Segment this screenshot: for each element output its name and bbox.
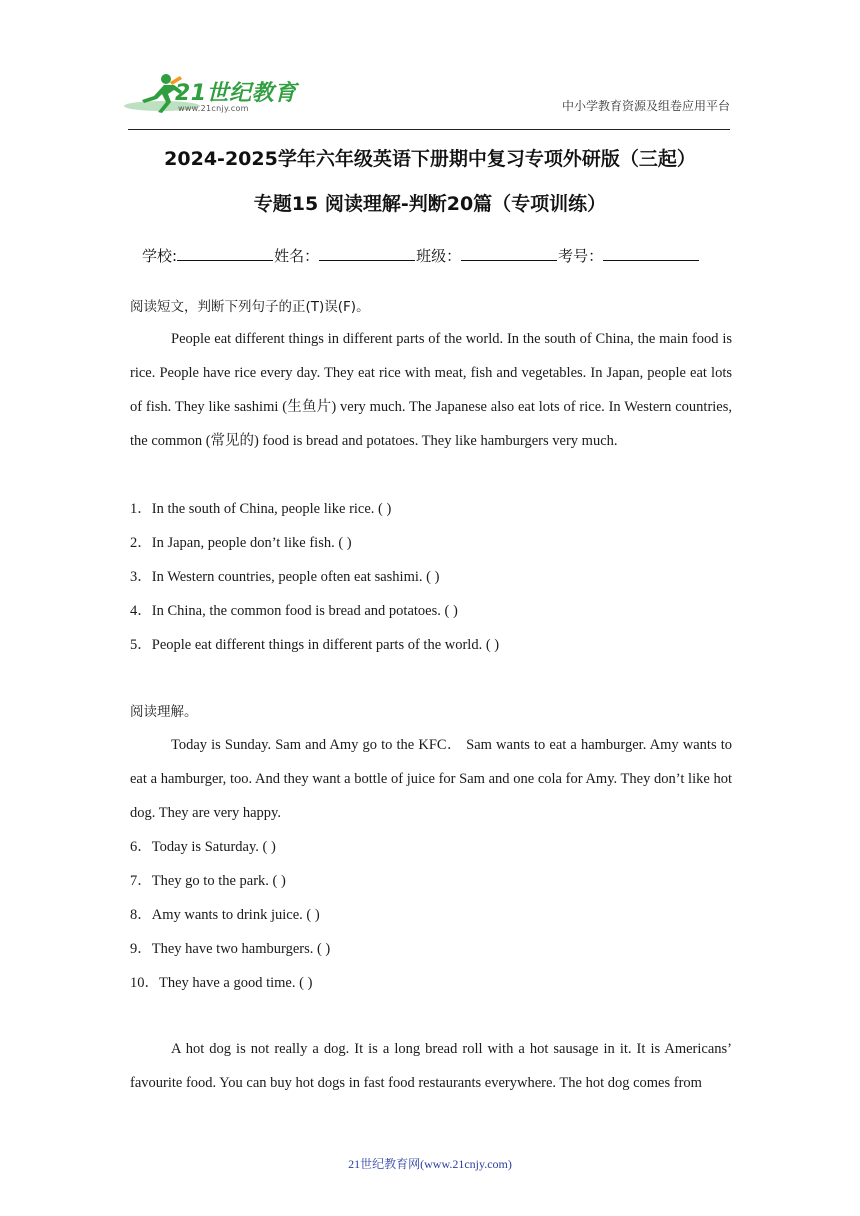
section1-passage (130, 322, 732, 458)
section2-passage (130, 728, 732, 830)
section1-instruction: 阅读短文，判断下列句子的正(T)误(F)。 (130, 299, 370, 315)
school-blank[interactable] (177, 246, 273, 261)
document-subtitle: 专题15 阅读理解-判断20篇（专项训练） (253, 193, 607, 215)
header-divider (128, 129, 730, 130)
passage-text: Today is Sunday. Sam and Amy go to the KFC． Sam wants to eat a hamburger. Amy wants to eat a hamburger, too. And they want a bottle of juice for Sam and one cola for Amy. They don’t like hot dog. They are very happy. (130, 737, 732, 821)
question-5: 5．People eat different things in different parts of the world. ( ) (130, 637, 500, 653)
question-1: 1．In the south of China, people like rice. ( ) (130, 501, 392, 517)
student-info-fields (142, 245, 700, 266)
name-label: 姓名： (274, 247, 320, 265)
question-2: 2．In Japan, people don’t like fish. ( ) (130, 535, 352, 551)
section3-passage (130, 1032, 732, 1100)
question-7: 7．They go to the park. ( ) (130, 873, 286, 889)
question-3: 3．In Western countries, people often eat sashimi. ( ) (130, 569, 440, 585)
question-6: 6．Today is Saturday. ( ) (130, 839, 276, 855)
section2-instruction: 阅读理解。 (130, 704, 198, 720)
class-label: 班级： (416, 247, 462, 265)
logo-url: www.21cnjy.com (178, 104, 249, 113)
number-blank[interactable] (603, 246, 699, 261)
logo-text: 21世纪教育 (175, 81, 297, 106)
page-footer: 21世纪教育网(www.21cnjy.com) (348, 1157, 512, 1171)
document-title: 2024-2025学年六年级英语下册期中复习专项外研版（三起） (164, 148, 696, 170)
name-blank[interactable] (319, 246, 415, 261)
passage-text: People eat different things in different parts of the world. In the south of China, the main food is rice. People have rice every day. They eat rice with meat, fish and vegetables. In Japan, people eat lots of fish. They like sashimi (生鱼片) very much. The Japanese also eat lots of rice. In Western countries, the common (常见的) food is bread and potatoes. They like hamburgers very much. (130, 331, 732, 449)
question-9: 9．They have two hamburgers. ( ) (130, 941, 331, 957)
platform-name: 中小学教育资源及组卷应用平台 (561, 99, 730, 113)
class-blank[interactable] (461, 246, 557, 261)
passage-text: A hot dog is not really a dog. It is a long bread roll with a hot sausage in it. It is Americans’ favourite food. You can buy hot dogs in fast food restaurants everywhere. The hot dog comes from (130, 1041, 732, 1091)
number-label: 考号： (558, 247, 604, 265)
question-4: 4．In China, the common food is bread and potatoes. ( ) (130, 603, 458, 619)
question-10: 10．They have a good time. ( ) (130, 975, 313, 991)
school-label: 学校: (142, 247, 178, 265)
question-8: 8．Amy wants to drink juice. ( ) (130, 907, 320, 923)
